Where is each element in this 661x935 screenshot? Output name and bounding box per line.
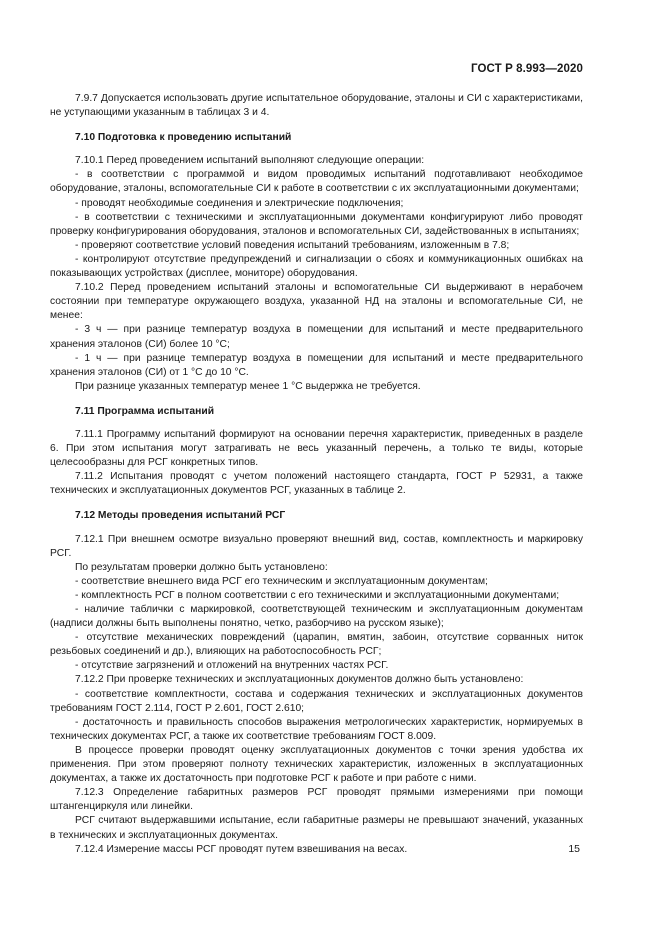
paragraph: - соответствие комплектности, состава и содержания технических и эксплуатационных документов требованиям ГОСТ 2.114, ГОСТ Р 2.601, ГОСТ 2.610; <box>50 688 583 714</box>
document-body <box>50 92 583 857</box>
paragraph: 7.10.2 Перед проведением испытаний эталоны и вспомогательные СИ выдерживают в нерабочем состоянии при температуре окружающего воздуха, указанной НД на эталоны и вспомогательные СИ, не менее: <box>50 282 583 322</box>
paragraph: - в соответствии с техническими и эксплуатационными документами конфигурируют либо проводят проверку конфигурирования оборудования, эталонов и вспомогательных СИ, задействованных в испытаниях; <box>50 211 583 237</box>
paragraph: При разнице указанных температур менее 1 °С выдержка не требуется. <box>75 380 421 392</box>
paragraph: 7.12.1 При внешнем осмотре визуально проверяют внешний вид, состав, комплектность и маркировку РСГ. <box>50 533 583 559</box>
paragraph: По результатам проверки должно быть установлено: <box>75 561 328 573</box>
page-number: 15 <box>568 843 580 855</box>
paragraph: 7.11.1 Программу испытаний формируют на основании перечня характеристик, приведенных в разделе 6. При этом испытания могут затрагивать не весь указанный перечень, а только те виды, которые целесообразны для РСГ конкретных типов. <box>50 428 583 469</box>
paragraph: - проводят необходимые соединения и электрические подключения; <box>75 197 404 209</box>
paragraph: - проверяют соответствие условий поведения испытаний требованиям, изложенным в 7.8; <box>75 239 510 251</box>
section-heading: 7.11 Программа испытаний <box>75 405 215 417</box>
paragraph: - 3 ч — при разнице температур воздуха в помещении для испытаний и месте предварительного хранения эталонов (СИ) более 10 °С; <box>50 324 583 350</box>
paragraph: РСГ считают выдержавшими испытание, если габаритные размеры не превышают значений, указанных в технических и эксплуатационных документах. <box>50 815 583 841</box>
paragraph: 7.10.1 Перед проведением испытаний выполняют следующие операции: <box>75 155 425 167</box>
paragraph: 7.11.2 Испытания проводят с учетом положений настоящего стандарта, ГОСТ Р 52931, а также технических и эксплуатационных документов РСГ, указанных в таблице 2. <box>50 471 583 497</box>
document-header: ГОСТ Р 8.993—2020 <box>471 63 583 75</box>
paragraph: - отсутствие загрязнений и отложений на внутренних частях РСГ. <box>75 660 389 672</box>
paragraph: В процессе проверки проводят оценку эксплуатационных документов с точки зрения удобства их применения. При этом проверяют полноту технических характеристик, изложенных в эксплуатационных документах, а также их достаточность при подготовке РСГ к работе и при работе с ними. <box>50 744 583 785</box>
paragraph: 7.12.4 Измерение массы РСГ проводят путем взвешивания на весах. <box>75 843 408 855</box>
paragraph: - отсутствие механических повреждений (царапин, вмятин, забоин, отсутствие сорванных ниток резьбовых соединений и др.), влияющих на работоспособность РСГ; <box>50 632 583 658</box>
paragraph: - комплектность РСГ в полном соответствии с его техническими и эксплуатационными документами; <box>75 589 560 601</box>
paragraph: - 1 ч — при разнице температур воздуха в помещении для испытаний и месте предварительного хранения эталонов (СИ) от 1 °С до 10 °С. <box>50 352 583 378</box>
paragraph: 7.9.7 Допускается использовать другие испытательное оборудование, эталоны и СИ с характеристиками, не уступающими указанным в таблицах 3 и 4. <box>50 93 583 119</box>
paragraph: - наличие таблички с маркировкой, соответствующей техническим и эксплуатационным документам (надписи должны быть выполнены понятно, четко, разборчиво на русском языке); <box>50 604 583 630</box>
section-heading: 7.12 Методы проведения испытаний РСГ <box>75 510 286 522</box>
section-heading: 7.10 Подготовка к проведению испытаний <box>75 132 292 144</box>
paragraph: 7.12.2 При проверке технических и эксплуатационных документов должно быть установлено: <box>75 674 524 686</box>
paragraph: - достаточность и правильность способов выражения метрологических характеристик, нормируемых в технических документах РСГ, а также их соответствие требованиям ГОСТ 8.009. <box>50 716 583 742</box>
paragraph: - контролируют отсутствие предупреждений и сигнализации о сбоях и коммуникационных ошибках на показывающих устройствах (дисплее, мониторе) оборудования. <box>50 253 583 280</box>
paragraph: - соответствие внешнего вида РСГ его техническим и эксплуатационным документам; <box>75 575 488 587</box>
paragraph: - в соответствии с программой и видом проводимых испытаний подготавливают необходимое оборудование, эталоны, вспомогательные СИ к работе в соответствии с их эксплуатационными документами; <box>50 169 583 195</box>
paragraph: 7.12.3 Определение габаритных размеров РСГ проводят прямыми измерениями при помощи штангенциркуля или линейки. <box>50 787 583 813</box>
